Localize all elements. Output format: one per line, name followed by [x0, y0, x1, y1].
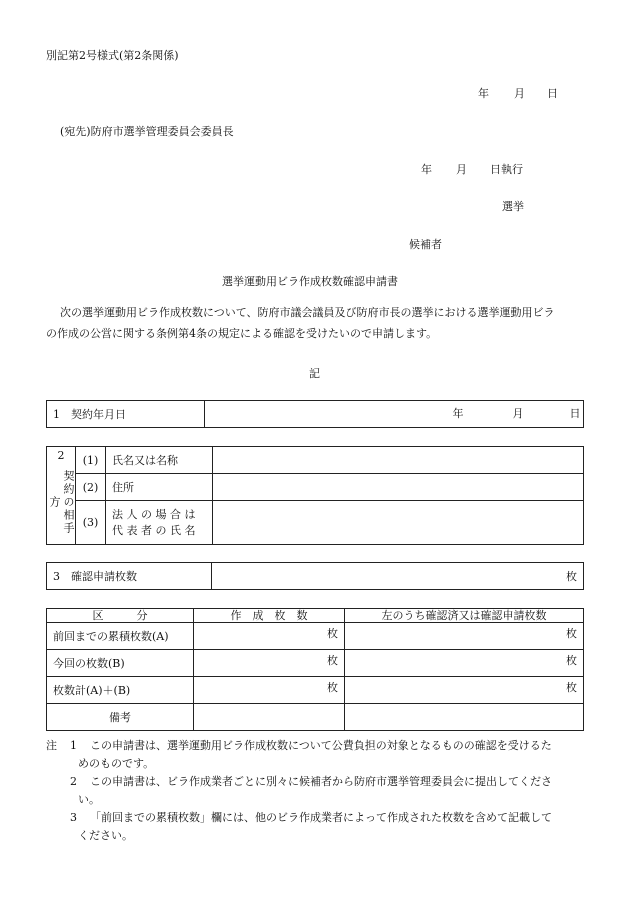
form-number: 別記第2号様式(第2条関係) — [46, 49, 179, 62]
note-3-number: 3 — [70, 811, 77, 824]
contractor-section-number: 2 — [57, 449, 65, 462]
contract-date-day: 日 — [569, 406, 581, 420]
row-previous-created[interactable]: 枚 — [194, 623, 345, 650]
candidate-label: 候補者 — [409, 238, 442, 251]
contractor-row-num-2: (2) — [76, 474, 106, 501]
contractor-address-field[interactable] — [213, 474, 584, 501]
row-total-created[interactable]: 枚 — [194, 677, 345, 704]
note-2-number: 2 — [70, 775, 77, 788]
document-title: 選挙運動用ビラ作成枚数確認申請書 — [222, 275, 398, 288]
representative-label-line-2: 代 表 者 の 氏 名 — [112, 523, 196, 537]
contract-date-month: 月 — [512, 406, 524, 420]
note-1-line-1: この申請書は、選挙運動用ビラ作成枚数について公費負担の対象となるものの確認を受けるた — [90, 739, 552, 752]
requested-count-label: 3 確認申請枚数 — [47, 563, 212, 590]
requested-count-field[interactable]: 枚 — [212, 563, 584, 590]
header-category: 区 分 — [47, 609, 194, 623]
representative-label — [106, 501, 213, 545]
submission-date-day: 日 — [547, 87, 558, 100]
representative-name-field[interactable] — [213, 501, 584, 545]
submission-date-month: 月 — [514, 87, 525, 100]
row-remarks-created[interactable] — [194, 704, 345, 731]
note-1-line-2: めのものです。 — [78, 757, 155, 770]
row-current-created[interactable]: 枚 — [194, 650, 345, 677]
contractor-name-label: 氏名又は名称 — [106, 447, 213, 474]
note-2-line-2: い。 — [78, 793, 100, 806]
row-total-confirmed[interactable]: 枚 — [345, 677, 584, 704]
contract-date-table — [46, 400, 584, 428]
note-3-line-1: 「前回までの累積枚数」欄には、他のビラ作成業者によって作成された枚数を含めて記載して — [90, 811, 552, 824]
representative-label-line-1: 法 人 の 場 合 は — [112, 507, 196, 521]
contract-date-field[interactable] — [205, 401, 584, 428]
submission-date-year: 年 — [478, 87, 489, 100]
row-previous-label: 前回までの累積枚数(A) — [47, 623, 194, 650]
contractor-row-num-1: (1) — [76, 447, 106, 474]
header-created-count: 作 成 枚 数 — [194, 609, 345, 623]
requested-count-table — [46, 562, 584, 590]
note-1-number: 1 — [70, 739, 77, 752]
row-remarks-label: 備考 — [47, 704, 194, 731]
note-2-line-1: この申請書は、ビラ作成業者ごとに別々に候補者から防府市選挙管理委員会に提出してくださ — [90, 775, 552, 788]
row-previous-confirmed[interactable]: 枚 — [345, 623, 584, 650]
contractor-name-field[interactable] — [213, 447, 584, 474]
contractor-vertical-label: 契約の相手方 — [48, 469, 75, 535]
contractor-table — [46, 446, 584, 545]
note-3-line-2: ください。 — [78, 829, 133, 842]
row-current-label: 今回の枚数(B) — [47, 650, 194, 677]
header-confirmed-count: 左のうち確認済又は確認申請枚数 — [345, 609, 584, 623]
election-date-day: 日執行 — [490, 163, 523, 176]
election-name-label: 選挙 — [502, 200, 524, 213]
body-line-2: の作成の公営に関する条例第4条の規定による確認を受けたいので申請します。 — [46, 327, 438, 340]
body-line-1: 次の選挙運動用ビラ作成枚数について、防府市議会議員及び防府市長の選挙における選挙運動用ビラ — [60, 306, 555, 319]
count-table — [46, 608, 584, 731]
ki-label: 記 — [309, 367, 320, 380]
contractor-section-header — [47, 447, 76, 545]
addressee: (宛先)防府市選挙管理委員会委員長 — [60, 125, 234, 138]
contract-date-label: 1 契約年月日 — [47, 401, 205, 428]
contractor-address-label: 住所 — [106, 474, 213, 501]
row-current-confirmed[interactable]: 枚 — [345, 650, 584, 677]
contract-date-year: 年 — [452, 406, 464, 420]
notes-prefix: 注 — [46, 739, 57, 752]
row-remarks-confirmed[interactable] — [345, 704, 584, 731]
row-total-label: 枚数計(A)＋(B) — [47, 677, 194, 704]
contractor-row-num-3: (3) — [76, 501, 106, 545]
election-date-month: 月 — [456, 163, 467, 176]
election-date-year: 年 — [421, 163, 432, 176]
